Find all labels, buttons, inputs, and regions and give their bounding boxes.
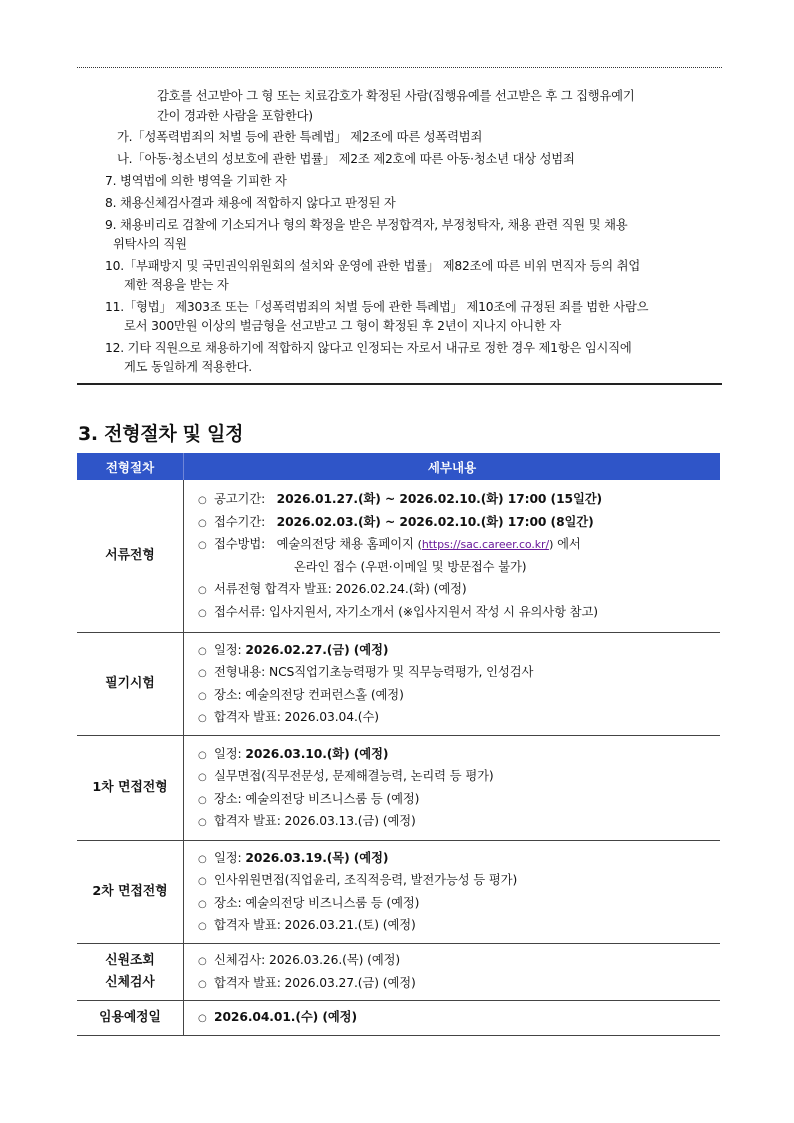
detail-item: ○ 장소: 예술의전당 비즈니스룸 등 (예정) bbox=[198, 788, 720, 811]
detail-item: ○ 일정: 2026.03.10.(화) (예정) bbox=[198, 743, 720, 766]
row-content bbox=[184, 840, 721, 943]
circle-bullet-icon: ○ bbox=[198, 668, 207, 679]
continuation-line: 간이 경과한 사람을 포함한다) bbox=[157, 109, 313, 123]
circle-bullet-icon: ○ bbox=[198, 749, 207, 761]
table-row-background-medical bbox=[77, 943, 720, 1000]
circle-bullet-icon: ○ bbox=[198, 540, 207, 552]
circle-bullet-icon: ○ bbox=[198, 853, 207, 865]
column-header-details: 세부내용 bbox=[184, 453, 721, 480]
circle-bullet-icon: ○ bbox=[198, 645, 207, 657]
detail-item: ○ 일정: 2026.03.19.(목) (예정) bbox=[198, 847, 720, 870]
detail-item: ○ 접수방법: 예술의전당 채용 홈페이지 (https://sac.career.co.kr/) 에서 bbox=[198, 533, 720, 556]
circle-bullet-icon: ○ bbox=[198, 585, 207, 597]
row-content bbox=[184, 735, 721, 840]
detail-item: ○ 실무면접(직무전문성, 문제해결능력, 논리력 등 평가) bbox=[198, 765, 720, 788]
circle-bullet-icon: ○ bbox=[198, 876, 207, 887]
sub-item: 가.「성폭력범죄의 처벌 등에 관한 특례법」 제2조에 따른 성폭력범죄 bbox=[117, 130, 483, 144]
detail-item: ○ 공고기간: 2026.01.27.(화) ~ 2026.02.10.(화) 17:00 (15일간) bbox=[198, 488, 720, 511]
circle-bullet-icon: ○ bbox=[198, 1013, 207, 1025]
detail-item: ○ 2026.04.01.(수) (예정) bbox=[198, 1006, 720, 1029]
list-item-7: 7. 병역법에 의한 병역을 기피한 자 bbox=[105, 174, 287, 188]
row-content bbox=[184, 632, 721, 735]
detail-item: ○ 일정: 2026.02.27.(금) (예정) bbox=[198, 639, 720, 662]
list-item-10-cont: 제한 적용을 받는 자 bbox=[124, 278, 229, 292]
row-content bbox=[184, 943, 721, 1000]
detail-item: ○ 접수기간: 2026.02.03.(화) ~ 2026.02.10.(화) 17:00 (8일간) bbox=[198, 511, 720, 534]
circle-bullet-icon: ○ bbox=[198, 772, 207, 783]
detail-item: ○ 신체검사: 2026.03.26.(목) (예정) bbox=[198, 949, 720, 972]
circle-bullet-icon: ○ bbox=[198, 898, 207, 910]
table-row-second-interview bbox=[77, 840, 720, 943]
detail-item: ○ 인사위원면접(직업윤리, 조직적응력, 발전가능성 등 평가) bbox=[198, 869, 720, 892]
detail-item: ○ 합격자 발표: 2026.03.13.(금) (예정) bbox=[198, 810, 720, 833]
table-header-row bbox=[77, 453, 720, 480]
list-item-11-cont: 로서 300만원 이상의 벌금형을 선고받고 그 형이 확정된 후 2년이 지나지 아니한 자 bbox=[124, 319, 562, 333]
detail-item: ○ 서류전형 합격자 발표: 2026.02.24.(화) (예정) bbox=[198, 578, 720, 601]
detail-item: ○ 합격자 발표: 2026.03.27.(금) (예정) bbox=[198, 972, 720, 995]
circle-bullet-icon: ○ bbox=[198, 921, 207, 932]
detail-item: ○ 장소: 예술의전당 비즈니스룸 등 (예정) bbox=[198, 892, 720, 915]
table-row-document-screening bbox=[77, 480, 720, 632]
table-row-first-interview bbox=[77, 735, 720, 840]
circle-bullet-icon: ○ bbox=[198, 817, 207, 828]
row-label: 임용예정일 bbox=[77, 1000, 184, 1035]
list-item-12-cont: 게도 동일하게 적용한다. bbox=[124, 360, 252, 374]
circle-bullet-icon: ○ bbox=[198, 495, 207, 507]
list-item-11: 11.「형법」 제303조 또는「성폭력범죄의 처벌 등에 관한 특례법」 제10조에 규정된 죄를 범한 사람으 bbox=[105, 300, 649, 314]
list-item-9-cont: 위탁사의 직원 bbox=[113, 237, 187, 251]
table-row-appointment-date bbox=[77, 1000, 720, 1035]
row-label: 서류전형 bbox=[77, 480, 184, 632]
circle-bullet-icon: ○ bbox=[198, 794, 207, 806]
detail-item: ○ 합격자 발표: 2026.03.21.(토) (예정) bbox=[198, 914, 720, 937]
list-item-9: 9. 채용비리로 검찰에 기소되거나 형의 확정을 받은 부정합격자, 부정청탁자, 채용 관련 직원 및 채용 bbox=[105, 218, 628, 232]
detail-item: ○ 전형내용: NCS직업기초능력평가 및 직무능력평가, 인성검사 bbox=[198, 661, 720, 684]
header-dotted-divider bbox=[77, 67, 722, 68]
section-divider bbox=[77, 383, 722, 385]
sub-item: 나.「아동·청소년의 성보호에 관한 법률」 제2조 제2호에 따른 아동·청소년 대상 성범죄 bbox=[117, 152, 575, 166]
circle-bullet-icon: ○ bbox=[198, 690, 207, 702]
row-label: 필기시험 bbox=[77, 632, 184, 735]
list-item-12: 12. 기타 직원으로 채용하기에 적합하지 않다고 인정되는 자로서 내규로 정한 경우 제1항은 임시직에 bbox=[105, 341, 632, 355]
schedule-table bbox=[77, 453, 720, 1036]
row-content bbox=[184, 1000, 721, 1035]
list-item-8: 8. 채용신체검사결과 채용에 적합하지 않다고 판정된 자 bbox=[105, 196, 396, 210]
table-row-written-exam bbox=[77, 632, 720, 735]
list-item-10: 10.「부패방지 및 국민권익위원회의 설치와 운영에 관한 법률」 제82조에 따른 비위 면직자 등의 취업 bbox=[105, 259, 641, 273]
detail-item: ○ 장소: 예술의전당 컨퍼런스홀 (예정) bbox=[198, 684, 720, 707]
circle-bullet-icon: ○ bbox=[198, 713, 207, 724]
detail-item-continuation: 온라인 접수 (우편·이메일 및 방문접수 불가) bbox=[294, 559, 527, 574]
circle-bullet-icon: ○ bbox=[198, 956, 207, 967]
row-label: 신원조회 신체검사 bbox=[77, 943, 184, 1000]
recruitment-site-link[interactable]: https://sac.career.co.kr/ bbox=[421, 538, 550, 552]
circle-bullet-icon: ○ bbox=[198, 517, 207, 529]
row-content bbox=[184, 480, 721, 632]
circle-bullet-icon: ○ bbox=[198, 607, 207, 619]
detail-item: ○ 접수서류: 입사지원서, 자기소개서 (※입사지원서 작성 시 유의사항 참고) bbox=[198, 601, 720, 624]
circle-bullet-icon: ○ bbox=[198, 978, 207, 990]
column-header-procedure: 전형절차 bbox=[77, 453, 184, 480]
continuation-line: 감호를 선고받아 그 형 또는 치료감호가 확정된 사람(집행유예를 선고받은 후 그 집행유예기 bbox=[157, 89, 635, 103]
section-title: 3. 전형절차 및 일정 bbox=[78, 423, 244, 445]
detail-item: ○ 합격자 발표: 2026.03.04.(수) bbox=[198, 706, 720, 729]
row-label: 2차 면접전형 bbox=[77, 840, 184, 943]
row-label: 1차 면접전형 bbox=[77, 735, 184, 840]
